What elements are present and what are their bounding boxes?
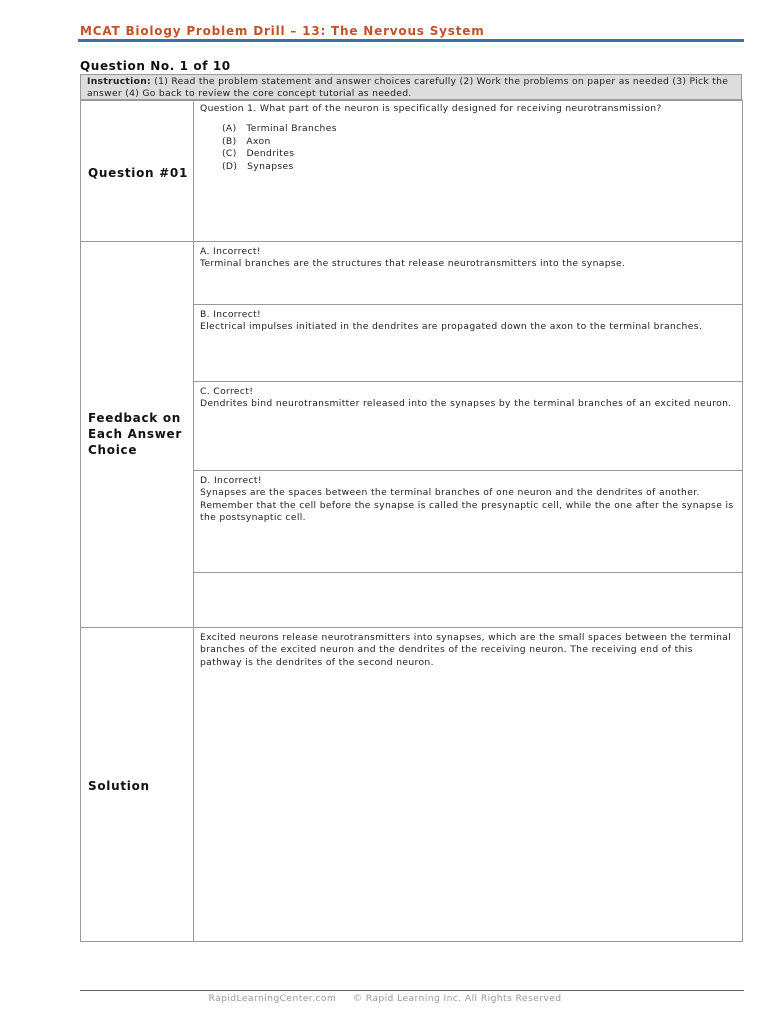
choice-a: (A) Terminal Branches — [222, 123, 337, 135]
feedback-d-verdict: D. Incorrect! — [200, 475, 262, 486]
feedback-d-cell — [193, 470, 743, 573]
question-counter: Question No. 1 of 10 — [80, 59, 231, 73]
feedback-b-cell — [193, 304, 743, 382]
choice-b: (B) Axon — [222, 135, 271, 147]
feedback-a-text: Terminal branches are the structures that release neurotransmitters into the synapse. — [200, 258, 626, 270]
feedback-b-verdict: B. Incorrect! — [200, 309, 262, 320]
answer-choices — [222, 123, 736, 173]
feedback-empty-cell — [193, 572, 743, 628]
feedback-b-text: Electrical impulses initiated in the dendrites are propagated down the axon to the terminal branches. — [200, 321, 703, 333]
footer-divider — [80, 990, 744, 991]
feedback-label-line: Feedback on — [88, 411, 182, 425]
feedback-c-cell — [193, 381, 743, 471]
solution-label: Solution — [88, 779, 150, 793]
feedback-d-text: Synapses are the spaces between the terminal branches of one neuron and the dendrites of another. Remember that the cell before the synapse is called the presynaptic cell, while the one after the synapse is the postsynaptic cell. — [200, 487, 734, 524]
feedback-a-verdict: A. Incorrect! — [200, 246, 261, 257]
question-body-cell — [193, 100, 743, 242]
solution-label-cell — [80, 627, 194, 942]
choice-c: (C) Dendrites — [222, 148, 295, 160]
choice-d: (D) Synapses — [222, 160, 294, 172]
instruction-label: Instruction: — [87, 76, 152, 87]
document-title: MCAT Biology Problem Drill – 13: The Nervous System — [80, 24, 485, 38]
feedback-a-cell — [193, 241, 743, 305]
feedback-label — [88, 410, 182, 458]
question-label-cell — [80, 100, 194, 242]
feedback-label-cell — [80, 241, 194, 628]
question-label: Question #01 — [88, 166, 188, 180]
solution-body-cell — [193, 627, 743, 942]
header-divider — [78, 39, 744, 42]
instruction-text: (1) Read the problem statement and answer choices carefully (2) Work the problems on paper as needed (3) Pick the answer (4) Go back to review the core concept tutorial as needed. — [87, 76, 729, 99]
feedback-label-line: Each Answer — [88, 427, 182, 441]
instruction-box — [80, 74, 742, 100]
footer-copyright: RapidLearningCenter.com © Rapid Learning Inc. All Rights Reserved — [208, 993, 562, 1004]
feedback-c-verdict: C. Correct! — [200, 386, 254, 397]
feedback-c-text: Dendrites bind neurotransmitter released into the synapses by the terminal branches of an excited neuron. — [200, 398, 732, 410]
feedback-label-line: Choice — [88, 443, 138, 457]
solution-text: Excited neurons release neurotransmitters into synapses, which are the small spaces between the terminal branches of the excited neuron and the dendrites of the receiving neuron. The receiving end of this pathway is the dendrites of the second neuron. — [200, 632, 732, 668]
question-prompt: Question 1. What part of the neuron is specifically designed for receiving neurotransmission? — [200, 103, 662, 114]
